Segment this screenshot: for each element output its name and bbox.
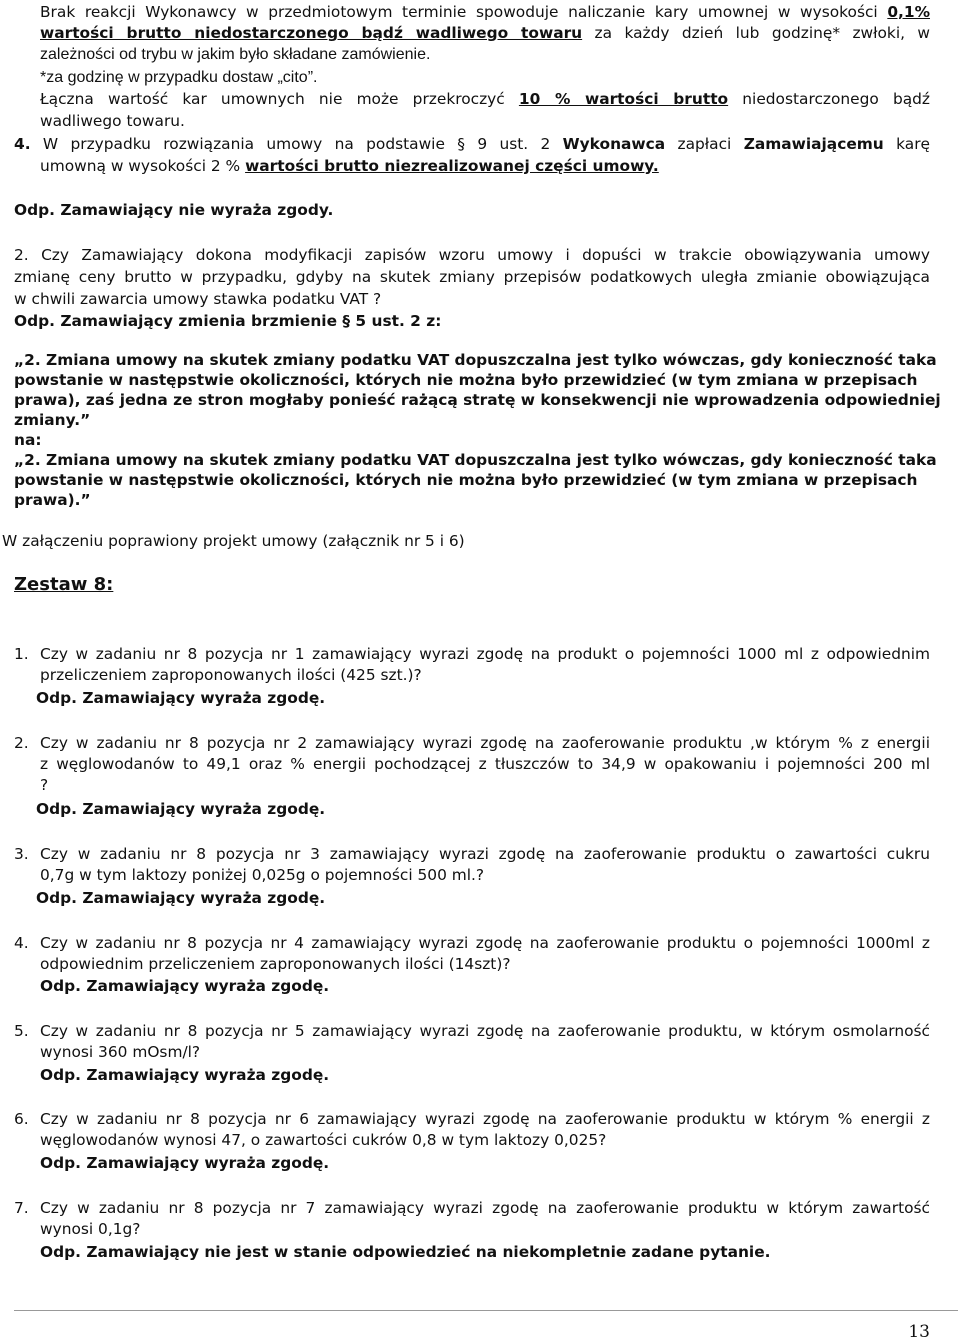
q-line: Czy w zadaniu nr 8 pozycja nr 5 zamawiający wyrazi zgodę na zaoferowanie produktu, w którym osmolarność — [40, 1022, 930, 1040]
q-line: Czy w zadaniu nr 8 pozycja nr 1 zamawiający wyrazi zgodę na produkt o pojemności 1000 ml z odpowiednim — [40, 645, 930, 663]
answer-line: Odp. Zamawiający wyraża zgodę. — [36, 889, 326, 907]
footer-divider — [14, 1310, 958, 1311]
page-number: 13 — [908, 1322, 930, 1342]
q-line: węglowodanów wynosi 47, o zawartości cukrów 0,8 w tym laktozy 0,025? — [40, 1131, 607, 1149]
answer-line: Odp. Zamawiający zmienia brzmienie § 5 ust. 2 z: — [14, 312, 442, 330]
emphasis-text: wartości brutto niedostarczonego bądź wadliwego towaru — [40, 24, 583, 42]
answer-line: Odp. Zamawiający nie jest w stanie odpowiedzieć na niekompletnie zadane pytanie. — [40, 1243, 771, 1261]
quote-line: powstanie w następstwie okoliczności, których nie można było przewidzieć (w tym zmiana w przepisach — [14, 471, 918, 489]
q-line: ? — [40, 776, 49, 794]
text: zapłaci — [665, 135, 744, 153]
q-number: 3. — [14, 845, 29, 863]
attachment-note: W załączeniu poprawiony projekt umowy (załącznik nr 5 i 6) — [2, 532, 465, 550]
q-number: 6. — [14, 1110, 29, 1128]
q-number: 2. — [14, 734, 29, 752]
para-line — [40, 89, 930, 110]
q-number: 4. — [14, 934, 29, 952]
emphasis-text: 10 % wartości brutto — [518, 90, 729, 108]
quote-line: „2. Zmiana umowy na skutek zmiany podatku VAT dopuszczalna jest tylko wówczas, gdy konieczność taka — [14, 451, 937, 469]
para-line — [40, 156, 659, 177]
para-line — [14, 134, 930, 155]
q-line: wynosi 360 mOsm/l? — [40, 1043, 201, 1061]
quote-line: na: — [14, 431, 42, 449]
q-number: 7. — [14, 1199, 29, 1217]
para-line: *za godzinę w przypadku dostaw „cito”. — [40, 69, 318, 86]
text: Łączna wartość kar umownych nie może przekroczyć — [40, 90, 519, 108]
quote-line: powstanie w następstwie okoliczności, których nie można było przewidzieć (w tym zmiana w przepisach — [14, 371, 918, 389]
para-line: 2. Czy Zamawiający dokona modyfikacji zapisów wzoru umowy i dopuści w trakcie obowiązywania umowy — [14, 246, 930, 264]
text: Brak reakcji Wykonawcy w przedmiotowym terminie spowoduje naliczanie kary umownej w wysokości — [40, 3, 888, 21]
text: niedostarczonego bądź — [728, 90, 931, 108]
q-line: z węglowodanów to 49,1 oraz % energii pochodzącej z tłuszczów to 34,9 w opakowaniu i pojemności 200 ml — [40, 755, 930, 773]
section-heading: Zestaw 8: — [14, 574, 114, 595]
para-line: zmianę ceny brutto w przypadku, gdyby na skutek zmiany przepisów podatkowych uległa zmianie obowiązująca — [14, 268, 930, 286]
quote-line: „2. Zmiana umowy na skutek zmiany podatku VAT dopuszczalna jest tylko wówczas, gdy konieczność taka — [14, 351, 937, 369]
para-line — [40, 23, 930, 44]
q-line: Czy w zadaniu nr 8 pozycja nr 6 zamawiający wyrazi zgodę na zaoferowanie produktu w którym % energii z — [40, 1110, 930, 1128]
q-line: wynosi 0,1g? — [40, 1220, 141, 1238]
q-line: Czy w zadaniu nr 8 pozycja nr 2 zamawiający wyrazi zgodę na zaoferowanie produktu ,w którym % z energii — [40, 734, 930, 752]
q-number: 1. — [14, 645, 29, 663]
q-line: przeliczeniem zaproponowanych ilości (425 szt.)? — [40, 666, 422, 684]
quote-line: zmiany.” — [14, 411, 91, 429]
answer-line: Odp. Zamawiający wyraża zgodę. — [40, 1066, 330, 1084]
item-number: 4. — [14, 135, 31, 153]
q-line: Czy w zadaniu nr 8 pozycja nr 3 zamawiający wyrazi zgodę na zaoferowanie produktu o zawartości cukru — [40, 845, 930, 863]
para-line — [40, 2, 930, 23]
text: za każdy dzień lub godzinę* zwłoki, w — [582, 24, 930, 42]
answer-line: Odp. Zamawiający wyraża zgodę. — [40, 1154, 330, 1172]
text: W przypadku rozwiązania umowy na podstawie § 9 ust. 2 — [30, 135, 563, 153]
answer-line: Odp. Zamawiający nie wyraża zgody. — [14, 201, 334, 219]
para-line: w chwili zawarcia umowy stawka podatku VAT ? — [14, 290, 382, 308]
quote-line: prawa).” — [14, 491, 91, 509]
answer-line: Odp. Zamawiający wyraża zgodę. — [40, 977, 330, 995]
q-line: Czy w zadaniu nr 8 pozycja nr 7 zamawiający wyrazi zgodę na zaoferowanie produktu w którym zawartość — [40, 1199, 930, 1217]
emphasis-text: Zamawiającemu — [743, 135, 884, 153]
para-line: zależności od trybu w jakim było składane zamówienie. — [40, 46, 431, 63]
penalty-rate: 0,1% — [887, 3, 930, 21]
q-line: odpowiednim przeliczeniem zaproponowanych ilości (14szt)? — [40, 955, 511, 973]
emphasis-text: Wykonawca — [562, 135, 666, 153]
text: karę — [883, 135, 930, 153]
text: umowną w wysokości 2 % — [40, 157, 246, 175]
answer-line: Odp. Zamawiający wyraża zgodę. — [36, 689, 326, 707]
para-line: wadliwego towaru. — [40, 112, 185, 130]
emphasis-text: wartości brutto niezrealizowanej części umowy. — [245, 157, 659, 175]
q-line: 0,7g w tym laktozy poniżej 0,025g o pojemności 500 ml.? — [40, 866, 485, 884]
answer-line: Odp. Zamawiający wyraża zgodę. — [36, 800, 326, 818]
q-number: 5. — [14, 1022, 29, 1040]
quote-line: prawa), zaś jedna ze stron mogłaby ponieść rażącą stratę w konsekwencji nie wprowadzenia odpowiedniej — [14, 391, 941, 409]
q-line: Czy w zadaniu nr 8 pozycja nr 4 zamawiający wyrazi zgodę na zaoferowanie produktu o pojemności 1000ml z — [40, 934, 930, 952]
